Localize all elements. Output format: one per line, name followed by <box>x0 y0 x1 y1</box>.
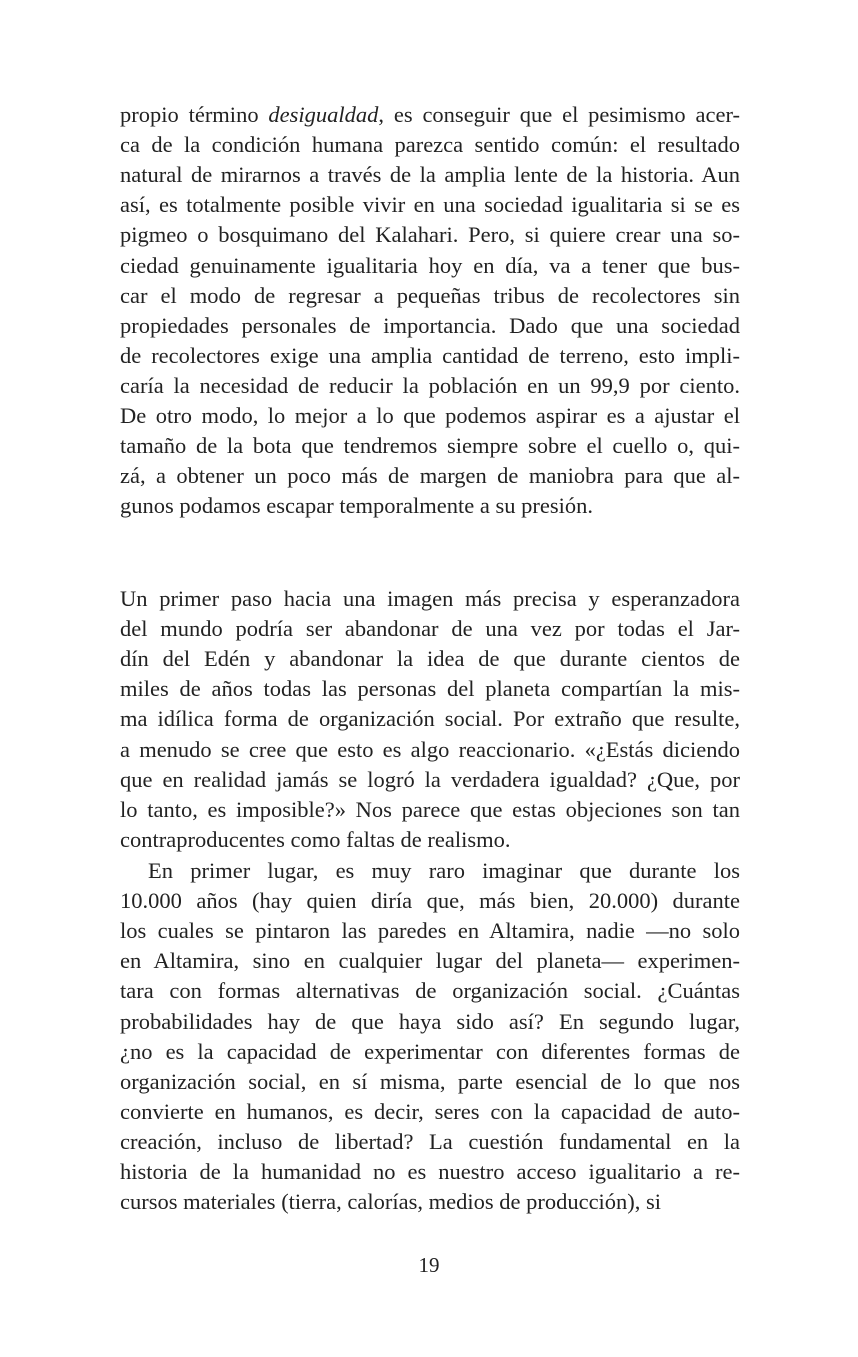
text-line: lo tanto, es imposible?» Nos parece que estas objeciones son tan <box>120 796 740 822</box>
text-line: natural de mirarnos a través de la amplia lente de la historia. Aun <box>120 162 740 188</box>
text-line: convierte en humanos, es decir, seres con la capacidad de auto- <box>120 1098 740 1124</box>
text-line: organización social, en sí misma, parte esencial de lo que nos <box>120 1068 740 1094</box>
text-line: que en realidad jamás se logró la verdadera igualdad? ¿Que, por <box>120 766 740 792</box>
text-segment: , es conseguir que el pesimismo acer- <box>378 102 740 127</box>
text-line: zá, a obtener un poco más de margen de maniobra para que al- <box>120 463 740 489</box>
text-line: Un primer paso hacia una imagen más precisa y esperanzadora <box>120 586 740 611</box>
text-line: así, es totalmente posible vivir en una sociedad igualitaria si se es <box>120 192 740 218</box>
text-line: caría la necesidad de reducir la población en un 99,9 por ciento. <box>120 372 740 398</box>
text-line: probabilidades hay de que haya sido así? En segundo lugar, <box>120 1008 740 1034</box>
text-line: en Altamira, sino en cualquier lugar del planeta— experimen- <box>120 948 740 974</box>
text-line: tara con formas alternativas de organización social. ¿Cuántas <box>120 978 740 1004</box>
text-line: ¿no es la capacidad de experimentar con diferentes formas de <box>120 1038 740 1064</box>
text-line: tamaño de la bota que tendremos siempre sobre el cuello o, qui- <box>120 433 740 459</box>
text-line: los cuales se pintaron las paredes en Altamira, nadie —no solo <box>120 918 740 944</box>
italic-term: desigualdad <box>268 102 379 127</box>
text-line: 10.000 años (hay quien diría que, más bien, 20.000) durante <box>120 888 740 914</box>
text-line: creación, incluso de libertad? La cuestión fundamental en la <box>120 1128 740 1154</box>
text-line: propiedades personales de importancia. Dado que una sociedad <box>120 312 740 338</box>
text-line: ma idílica forma de organización social. Por extraño que resulte, <box>120 706 740 732</box>
text-line: ca de la condición humana parezca sentido común: el resultado <box>120 132 740 158</box>
text-line: miles de años todas las personas del planeta compartían la mis- <box>120 676 740 702</box>
text-line: contraproducentes como faltas de realismo. <box>120 826 511 852</box>
text-line: cursos materiales (tierra, calorías, medios de producción), si <box>120 1189 662 1215</box>
text-segment: propio término <box>120 102 269 127</box>
text-line: de recolectores exige una amplia cantidad de terreno, esto impli- <box>120 342 740 368</box>
text-line: del mundo podría ser abandonar de una vez por todas el Jar- <box>120 616 740 642</box>
text-line: pigmeo o bosquimano del Kalahari. Pero, si quiere crear una so- <box>120 222 740 248</box>
text-line: En primer lugar, es muy raro imaginar que durante los <box>148 858 740 883</box>
text-line: dín del Edén y abandonar la idea de que durante cientos de <box>120 646 740 672</box>
text-line: car el modo de regresar a pequeñas tribus de recolectores sin <box>120 282 740 308</box>
text-line: De otro modo, lo mejor a lo que podemos aspirar es a ajustar el <box>120 403 740 428</box>
text-line <box>120 100 740 130</box>
page-number: 19 <box>418 1253 440 1277</box>
text-line: a menudo se cree que esto es algo reaccionario. «¿Estás diciendo <box>120 736 740 762</box>
text-line: historia de la humanidad no es nuestro acceso igualitario a re- <box>120 1159 740 1184</box>
text-line: ciedad genuinamente igualitaria hoy en día, va a tener que bus- <box>120 252 740 278</box>
text-line: gunos podamos escapar temporalmente a su presión. <box>120 493 593 519</box>
